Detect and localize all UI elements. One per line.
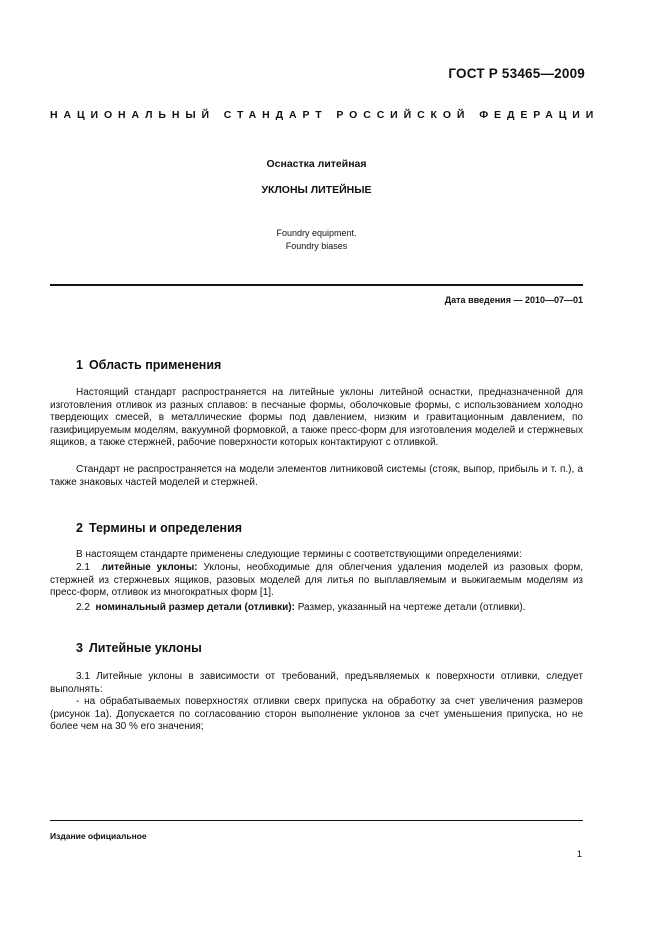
title-divider <box>50 284 583 286</box>
national-standard-banner: НАЦИОНАЛЬНЫЙ СТАНДАРТ РОССИЙСКОЙ ФЕДЕРАЦИИ <box>50 109 600 121</box>
section-3-heading <box>76 641 202 655</box>
section-number: 2 <box>76 521 83 535</box>
footer-divider <box>50 820 583 821</box>
paragraph-text: Стандарт не распространяется на модели элементов литниковой системы (стояк, выпор, прибыль и т. п.), а также знаковых частей моделей и стержней. <box>50 464 583 488</box>
paragraph-text: - на обрабатываемых поверхностях отливки сверх припуска на обработку за счет увеличения размеров (рисунок 1а). Допускается по согласованию сторон выполнение уклонов за счет уменьшения припуска, но не более чем на 30 % его значения; <box>50 696 583 732</box>
term-definition: Уклоны, необходимые для облегчения удаления моделей из разовых форм, стержней из стержневых ящиков, разовых моделей для литья по выплавляемым и выжигаемым моделям из пресс-форм, отливок из многократных форм [1]. <box>50 562 584 598</box>
section-number: 3 <box>76 641 83 655</box>
paragraph-text: В настоящем стандарте применены следующие термины с соответствующими определениями: <box>76 549 522 560</box>
introduction-date: Дата введения — 2010—07—01 <box>444 295 583 305</box>
official-edition-label: Издание официальное <box>50 831 147 841</box>
english-title-line2: Foundry biases <box>285 241 348 251</box>
paragraph-text: 3.1 Литейные уклоны в зависимости от требований, предъявляемых к поверхности отливки, следует выполнять: <box>50 671 583 695</box>
term-number: 2.2 <box>76 602 90 613</box>
section-1-paragraph-1 <box>50 387 583 450</box>
term-2-2 <box>50 602 583 615</box>
clause-3-1 <box>50 671 583 696</box>
section-2-heading <box>76 521 242 535</box>
english-title-line1: Foundry equipment. <box>276 228 357 238</box>
section-1-paragraph-2 <box>50 464 583 489</box>
term-name: литейные уклоны: <box>101 562 198 573</box>
term-definition: Размер, указанный на чертеже детали (отливки). <box>297 602 526 613</box>
term-2-1 <box>50 562 583 600</box>
section-2-intro <box>50 549 583 562</box>
section-1-heading <box>76 358 221 372</box>
section-number: 1 <box>76 358 83 372</box>
gost-number: ГОСТ Р 53465—2009 <box>448 66 585 81</box>
section-title: Литейные уклоны <box>88 641 202 655</box>
paragraph-text: Настоящий стандарт распространяется на литейные уклоны литейной оснастки, предназначенной для изготовления отливок из разных сплавов: в песчаные формы, оболочковые формы, с использованием холодно твердеющих смесей, в металлические формы под давлением, низким и гравитационным давлением, по газифицируемым моделям, вакуумной формовкой, а также пресс-форм для изготовления моделей и стержневых ящиков, а также стержней, рабочие поверхности которых контактируют с отливкой. <box>50 387 583 448</box>
section-title: Термины и определения <box>88 521 243 535</box>
term-name: номинальный размер детали (отливки): <box>95 602 295 613</box>
page-number: 1 <box>576 849 582 860</box>
document-title: УКЛОНЫ ЛИТЕЙНЫЕ <box>261 184 372 196</box>
term-number: 2.1 <box>76 562 90 573</box>
clause-3-1-item <box>50 696 583 734</box>
section-title: Область применения <box>88 358 222 372</box>
document-category: Оснастка литейная <box>266 158 367 170</box>
